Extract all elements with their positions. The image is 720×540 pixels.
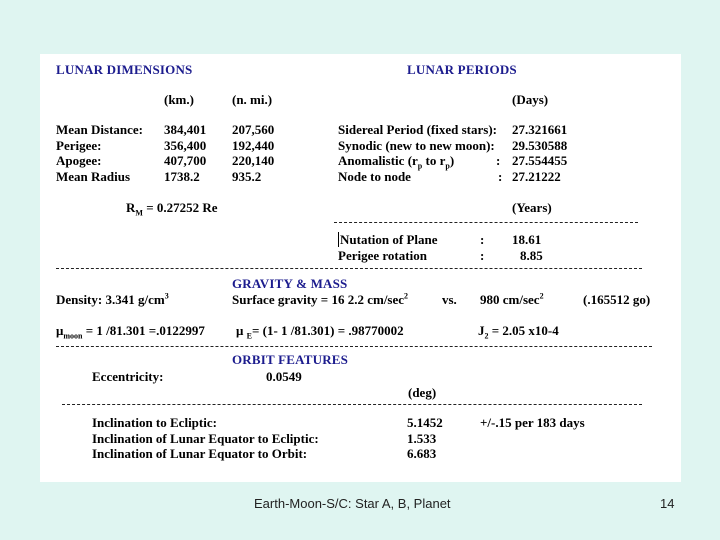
period-label: Synodic (new to new moon): — [338, 138, 495, 153]
years-value: 18.61 — [512, 232, 542, 247]
dimension-label: Apogee: — [56, 153, 102, 168]
inclination-note: +/-.15 per 183 days — [480, 415, 585, 430]
footer-caption: Earth-Moon-S/C: Star A, B, Planet — [254, 496, 451, 511]
dimension-km: 356,400 — [164, 138, 207, 153]
dimension-nmi: 192,440 — [232, 138, 275, 153]
nmi-column-header: (n. mi.) — [232, 92, 273, 107]
divider — [56, 268, 642, 269]
versus-text: vs. — [442, 292, 457, 307]
inclination-value: 6.683 — [407, 446, 437, 461]
years-label: Nutation of Plane — [340, 232, 438, 247]
earth-gravity: 980 $cm/\sec^2$ — [480, 291, 544, 307]
lunar-dimensions-heading: LUNAR DIMENSIONS — [56, 62, 193, 77]
orbit-features-heading: ORBIT FEATURES — [232, 352, 349, 367]
dimension-km: 1738.2 — [164, 169, 200, 184]
dimension-nmi: 935.2 — [232, 169, 262, 184]
dimension-label: Mean Distance: — [56, 122, 144, 137]
deg-column-header: (deg) — [408, 385, 437, 400]
period-value: 29.530588 — [512, 138, 568, 153]
inclination-label: Inclination to Ecliptic: — [92, 415, 217, 430]
period-colon: : — [498, 169, 503, 184]
density: Density: 3.341 $g/cm^3$ — [56, 291, 169, 307]
dimension-nmi: 220,140 — [232, 153, 275, 168]
radius-ratio: $R_M = 0.27252$ Re — [126, 200, 218, 218]
surface-gravity: Surface gravity = 16 2.2 $cm/\sec^2$ — [232, 291, 409, 307]
dimension-label: Mean Radius — [56, 169, 131, 184]
period-label: Node to node — [338, 169, 411, 184]
dimension-km: 384,401 — [164, 122, 207, 137]
divider — [62, 404, 642, 405]
period-label: Anomalistic ($r_p$ to $r_p$) — [338, 153, 455, 171]
period-value: 27.554455 — [512, 153, 568, 168]
years-label: Perigee rotation — [338, 248, 427, 263]
j2-coefficient: $J_2 = 2.05$ x10-4 — [478, 323, 559, 341]
years-colon: : — [480, 248, 485, 263]
gravity-ratio: (.165512 go) — [583, 292, 651, 307]
divider — [56, 346, 652, 347]
days-column-header: (Days) — [512, 92, 549, 107]
years-value: 8.85 — [520, 248, 543, 263]
dimension-km: 407,700 — [164, 153, 207, 168]
document-image — [40, 54, 681, 482]
slide-footer — [0, 496, 720, 516]
eccentricity-label: Eccentricity: — [92, 369, 164, 384]
page-number: 14 — [660, 496, 675, 511]
km-column-header: (km.) — [164, 92, 194, 107]
inclination-label: Inclination of Lunar Equator to Ecliptic: — [92, 431, 319, 446]
years-column-header: (Years) — [512, 200, 552, 215]
gravity-mass-heading: GRAVITY & MASS — [232, 276, 348, 291]
inclination-label: Inclination of Lunar Equator to Orbit: — [92, 446, 308, 461]
period-value: 27.321661 — [512, 122, 568, 137]
inclination-value: 5.1452 — [407, 415, 443, 430]
divider — [334, 222, 638, 223]
years-colon: : — [480, 232, 485, 247]
dimension-nmi: 207,560 — [232, 122, 275, 137]
eccentricity-value: 0.0549 — [266, 369, 302, 384]
period-colon: : — [496, 153, 501, 168]
inclination-value: 1.533 — [407, 431, 437, 446]
dimension-label: Perigee: — [56, 138, 102, 153]
mu-moon: $\mu_{moon} = 1$ /81.301 =.0122997 — [56, 323, 205, 341]
mu-earth: μ $_E$= (1- 1 /81.301) = .98770002 — [236, 323, 404, 341]
lunar-periods-heading: LUNAR PERIODS — [407, 62, 517, 77]
period-value: 27.21222 — [512, 169, 561, 184]
period-label: Sidereal Period (fixed stars): — [338, 122, 497, 137]
